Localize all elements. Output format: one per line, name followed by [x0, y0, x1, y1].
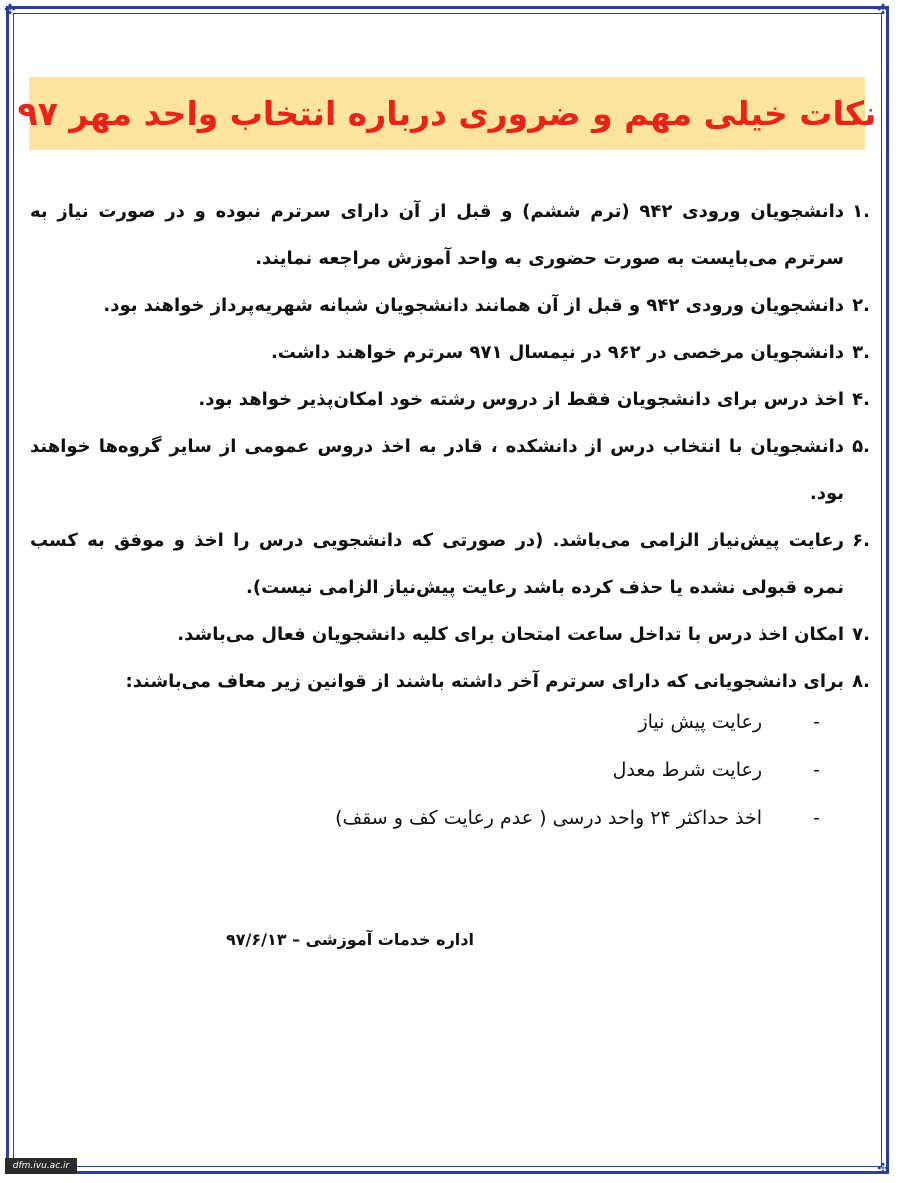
dash-bullet: -	[813, 759, 820, 781]
sub-item-text: رعایت پیش نیاز	[638, 711, 762, 733]
page-title: نکات خیلی مهم و ضروری درباره انتخاب واحد مهر ۹۷	[17, 94, 877, 133]
sub-list-item	[220, 794, 820, 842]
sub-list-item	[220, 746, 820, 794]
sub-item-text: رعایت شرط معدل	[612, 759, 762, 781]
item-number: .۷	[852, 624, 870, 645]
sub-list-item	[220, 698, 820, 746]
item-text: رعایت پیش‌نیاز الزامی می‌باشد. (در صورتی که دانشجویی درس را اخذ و موفق به کسب نمره قبولی نشده یا حذف کرده باشد رعایت پیش‌نیاز الزامی نیست).	[30, 530, 844, 598]
list-item	[30, 423, 870, 517]
dash-bullet: -	[813, 711, 820, 733]
corner-ornament-icon: ✣	[4, 2, 16, 18]
item-text: برای دانشجویانی که دارای سرترم آخر داشته باشند از قوانین زیر معاف می‌باشند:	[125, 671, 844, 692]
list-item	[30, 376, 870, 423]
list-item	[30, 611, 870, 658]
item-text: امکان اخذ درس با تداخل ساعت امتحان برای کلیه دانشجویان فعال می‌باشد.	[177, 624, 844, 645]
notice-list	[30, 188, 870, 705]
item-text: دانشجویان ورودی ۹۴۲ (ترم ششم) و قبل از آن دارای سرترم نبوده و در صورت نیاز به سرترم می‌بایست به صورت حضوری به واحد آموزش مراجعه نمایند.	[30, 201, 844, 269]
title-banner	[17, 77, 877, 150]
corner-ornament-icon: ✣	[877, 1161, 889, 1177]
list-item	[30, 282, 870, 329]
item-text: دانشجویان مرخصی در ۹۶۲ در نیمسال ۹۷۱ سرترم خواهند داشت.	[270, 342, 844, 363]
item-text: دانشجویان ورودی ۹۴۲ و قبل از آن همانند دانشجویان شبانه شهریه‌پرداز خواهند بود.	[103, 295, 844, 316]
item-text: دانشجویان با انتخاب درس از دانشکده ، قادر به اخذ دروس عمومی از سایر گروه‌ها خواهند بود.	[30, 436, 844, 504]
item-number: .۳	[852, 342, 870, 363]
item-number: .۵	[852, 436, 870, 457]
corner-ornament-icon: ✣	[877, 2, 889, 18]
item-number: .۸	[852, 671, 870, 692]
list-item	[30, 329, 870, 376]
sub-item-text: اخذ حداکثر ۲۴ واحد درسی ( عدم رعایت کف و سقف)	[335, 807, 762, 829]
item-number: .۶	[852, 530, 870, 551]
item-number: .۲	[852, 295, 870, 316]
list-item	[30, 517, 870, 611]
item-number: .۱	[852, 201, 870, 222]
site-badge[interactable]: dfm.ivu.ac.ir	[5, 1158, 77, 1174]
dash-bullet: -	[813, 807, 820, 829]
signature-date: اداره خدمات آموزشی – ۹۷/۶/۱۳	[226, 930, 474, 949]
item-text: اخذ درس برای دانشجویان فقط از دروس رشته خود امکان‌پذیر خواهد بود.	[198, 389, 844, 410]
item-number: .۴	[852, 389, 870, 410]
exemption-list	[220, 698, 820, 842]
list-item	[30, 188, 870, 282]
